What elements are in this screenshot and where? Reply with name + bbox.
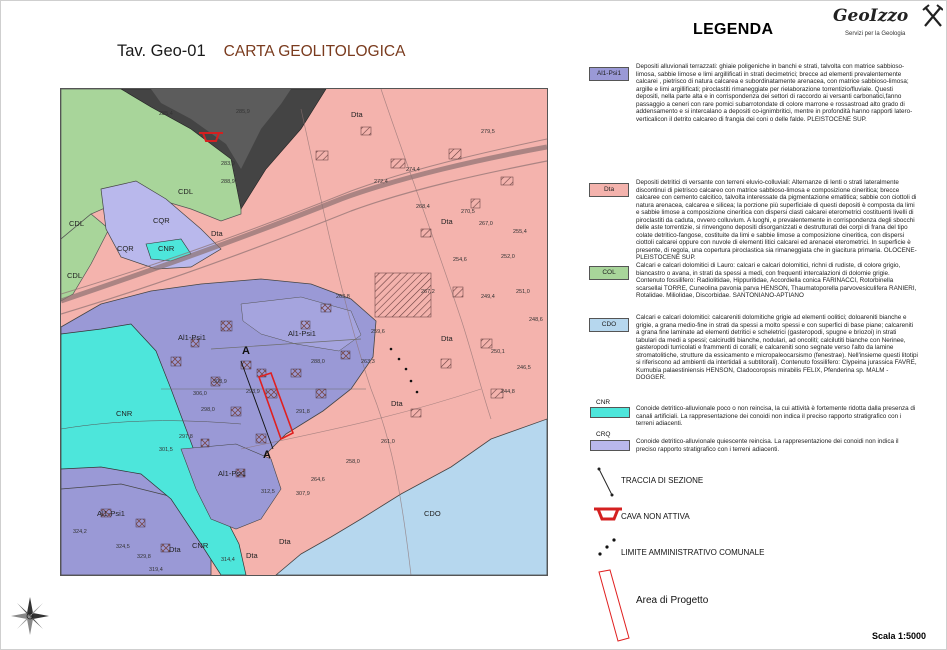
project-area-icon	[596, 568, 632, 644]
label-dta: Dta	[391, 399, 403, 408]
elevation-point-label: 303,9	[213, 379, 227, 385]
elevation-point-label: 319,4	[149, 567, 163, 573]
legend-admin-boundary: LIMITE AMMINISTRATIVO COMUNALE	[621, 548, 765, 557]
label-dta: Dta	[441, 334, 453, 343]
elevation-point-label: 250,1	[491, 349, 505, 355]
elevation-point-label: 261,0	[381, 439, 395, 445]
legend-code-cnr: CNR	[596, 399, 611, 406]
elevation-point-label: 258,0	[346, 459, 360, 465]
elevation-point-label: 324,5	[116, 544, 130, 550]
elevation-point-label: 285,4	[159, 111, 173, 117]
elevation-point-label: 293,9	[246, 389, 260, 395]
label-col: CDL	[178, 187, 194, 196]
company-logo	[833, 4, 943, 48]
elevation-point-label: 248,6	[529, 317, 543, 323]
label-al1-psi1: Al1-Psi1	[218, 469, 246, 478]
label-cnr: CNR	[192, 541, 209, 550]
label-dta: Dta	[351, 110, 363, 119]
elevation-point-label: 255,4	[513, 229, 527, 235]
elevation-point-label: 251,0	[516, 289, 530, 295]
elevation-point-label: 270,5	[461, 209, 475, 215]
elevation-point-label: 254,6	[453, 257, 467, 263]
label-al1-psi1: Al1-Psi1	[97, 509, 125, 518]
legend-swatch-cdo: CDO	[589, 318, 629, 332]
label-col: CDL	[69, 219, 85, 228]
elevation-point-label: 298,0	[201, 407, 215, 413]
elevation-point-label: 301,5	[159, 447, 173, 453]
elevation-point-label: 263,8	[336, 294, 350, 300]
label-dta: Dta	[211, 229, 223, 238]
elevation-point-label: 263,3	[361, 359, 375, 365]
compass-rose-icon	[10, 596, 50, 636]
label-crq: CQR	[117, 244, 134, 253]
section-endpoint-a-bottom: A	[263, 449, 271, 461]
legend-project-area: Area di Progetto	[636, 595, 709, 606]
elevation-point-label: 279,5	[481, 129, 495, 135]
elevation-point-label: 283,9	[221, 161, 235, 167]
elevation-point-label: 288,0	[311, 359, 325, 365]
section-trace-icon	[596, 466, 616, 498]
admin-boundary-icon	[597, 537, 619, 557]
label-dta: Dta	[279, 537, 291, 546]
geological-map[interactable]	[60, 88, 548, 576]
elevation-point-label: 291,8	[296, 409, 310, 415]
legend-text-al1-psi1: Depositi alluvionali terrazzati: ghiaie poligeniche in banchi e strati, talvolta con matrice sabbioso-limosa, sabbie limose e limi argillificati in strati decimetrici; brecce ad elementi prevalentemente calcarei , pietrisco di natura calcarea e subordinatamente arenacea, con matrice sabbioso-limosa; argille e limi argillificati; piroclastiti rimaneggiate per rielaborazione torrentizio/fluviale. Questi depositi, nella parte alta e in corrispondenza dei settori di raccordo ai versanti carbonatici,fanno passaggio a ceneri con rare pomici subarrotondate di colore marrone e rossastroad alto grado di addensamento e si intercalano a depositi co-ignimbritici, mentre in profondità hanno rapporti latero-verticalicon il detrito calcareo di frangia dei coni o delle falde. PLEISTOCENE SUP.	[636, 63, 913, 123]
elevation-point-label: 312,5	[261, 489, 275, 495]
label-cnr: CNR	[116, 409, 133, 418]
elevation-point-label: 267,0	[479, 221, 493, 227]
legend-title: LEGENDA	[693, 21, 774, 38]
elevation-point-label: 324,2	[73, 529, 87, 535]
elevation-point-label: 246,5	[517, 365, 531, 371]
elevation-point-label: 314,4	[221, 557, 235, 563]
label-al1-psi1: Al1-Psi1	[178, 333, 206, 342]
legend-code-crq: CRQ	[596, 431, 611, 438]
map-scale: Scala 1:5000	[872, 631, 927, 641]
hammer-pick-icon	[921, 4, 943, 30]
elevation-point-label: 272,4	[374, 179, 388, 185]
map-title	[117, 42, 405, 61]
label-al1-psi1: Al1-Psi1	[288, 329, 316, 338]
elevation-point-label: 252,0	[501, 254, 515, 260]
sheet-title: CARTA GEOLITOLOGICA	[223, 43, 406, 60]
legend-swatch-crq	[590, 440, 630, 451]
logo-tagline: Servizi per la Geologia	[845, 31, 906, 37]
elevation-point-label: 307,9	[296, 491, 310, 497]
legend-swatch-al1-psi1: Al1-Psi1	[589, 67, 629, 81]
label-cnr: CNR	[158, 244, 175, 253]
elevation-point-label: 297,8	[179, 434, 193, 440]
elevation-point-label: 288,9	[221, 179, 235, 185]
elevation-point-label: 306,0	[193, 391, 207, 397]
label-dta: Dta	[441, 217, 453, 226]
elevation-point-label: 329,8	[137, 554, 151, 560]
label-dta: Dta	[246, 551, 258, 560]
legend-text-crq: Conoide detritico-alluvionale quiescente reincisa. La rappresentazione dei conoidi non indica il preciso rapporto stratigrafico con i terreni adiacenti.	[636, 438, 899, 453]
legend-text-dta: Depositi detritici di versante con terreni eluvio-colluviali: Alternanze di lenti o strati lateralmente discontinui di pietrisco calcareo con matrice sabbioso-limosa e composizione cineritica; brecce calcaree con cemento calcitico, talvolta interessate da pigmentazione ematitica; sabbie con ciottoli di natura arenacea, calcarea e silicea; la porzione più superficiale di questi depositi è composta da limi e sabbie limose a composizione cineritica con dispersi clasti calcarei eterometrici costituenti livelli di piroclastiti da caduta, ovvero colluvium. A luoghi, e prevalentemente in corrispondenza degli sbocchi delle aste torrentizie, si rinvengono depositi disorganizzati e destrutturati dei corpi di frana del tipo colate detritico-fangose, costituite da limi e sabbie limose a composizione cineritica, con dispersi ciottoli calcarei oppure con nuvole di elementi litici calcarei ed arenacei eterometrici. In superficie è presente, di regola, una copertura piroclastica sia rimaneggiata che in giacitura primaria. OLOCENE-PLEISTOCENE SUP.	[636, 179, 917, 261]
legend-text-col: Calcari e calcari dolomitici di Lauro: calcari e calcari dolomitici, richni di rudiste, di colore grigio, biancastro o avana, in strati da spessi a medi, con frequenti intercalazioni di dolomie grigie. Contenuto fossilifero: Radiolitidae, Hippuritidae, Accordiella conica FARINACCI, Rotorbinella scarsellai TORRE, Cuneolina pavonia parva HENSON, Thaumatoporella parvovesiculifera RANIERI, Rotalidae. Miliolidae, Discorbidae. SANTONIANO-APTIANO	[636, 262, 917, 299]
legend-section-trace: TRACCIA DI SEZIONE	[621, 476, 704, 485]
label-dta: Dta	[169, 545, 181, 554]
label-col: CDL	[67, 271, 83, 280]
elevation-point-label: 285,9	[236, 109, 250, 115]
legend-quarry: CAVA NON ATTIVA	[621, 512, 690, 521]
elevation-point-label: 268,4	[416, 204, 430, 210]
elevation-point-label: 259,6	[371, 329, 385, 335]
elevation-point-label: 274,4	[406, 167, 420, 173]
sheet-code: Tav. Geo-01	[117, 42, 206, 60]
quarry-icon	[592, 505, 624, 525]
elevation-point-label: 244,8	[501, 389, 515, 395]
legend-text-cnr: Conoide detritico-alluvionale poco o non reincisa, la cui attività è fortemente ridotta dalla presenza di canali artificiali. La rappresentazione dei conoidi non indica il preciso rapporto stratigrafico con i terreni adiacenti.	[636, 405, 916, 427]
section-endpoint-a-top: A	[242, 345, 250, 357]
label-cdo: CDO	[424, 509, 441, 518]
legend-swatch-col: COL	[589, 266, 629, 280]
logo-name: GeoIzzo	[833, 6, 909, 26]
legend-swatch-cnr	[590, 407, 630, 418]
legend-swatch-dta: Dta	[589, 183, 629, 197]
elevation-point-label: 249,4	[481, 294, 495, 300]
legend-text-cdo: Calcari e calcari dolomitici: calcareniti dolomitiche grigie ad elementi oolitici; doloareniti bianche e grigie, a grana medio-fine in strati da spessi a molto spessi e con superfici di base piane; calcareniti a grana fine laminate ad elementi detritici e scheletrici (gasteropodi, spugne e briozoi) in strati tabulari da medi a spessi; calciruditi bianche, nodulari, ad oncoliti; calcilutiti bianche con Nerinee, gasteropodi turricolati e frammenti di coralli; e calcareniti sono segnate verso l'alto da lamine stromatolitiche, strutture da essicamento e micropaleocarsismo (fenestrae). Nell'insieme questi litotipi si riferiscono ad ambienti da intertidali a subtitorali). Contenuto fossilifero: Clypeina jurassica FAVRE, Kurnubia palaestiniensis HENSON, Cladocoropsis mirabilis FELIX, Pfenderina sp. MALM - DOGGER.	[636, 314, 918, 381]
elevation-point-label: 267,2	[421, 289, 435, 295]
label-crq: CQR	[153, 216, 170, 225]
elevation-point-label: 264,6	[311, 477, 325, 483]
